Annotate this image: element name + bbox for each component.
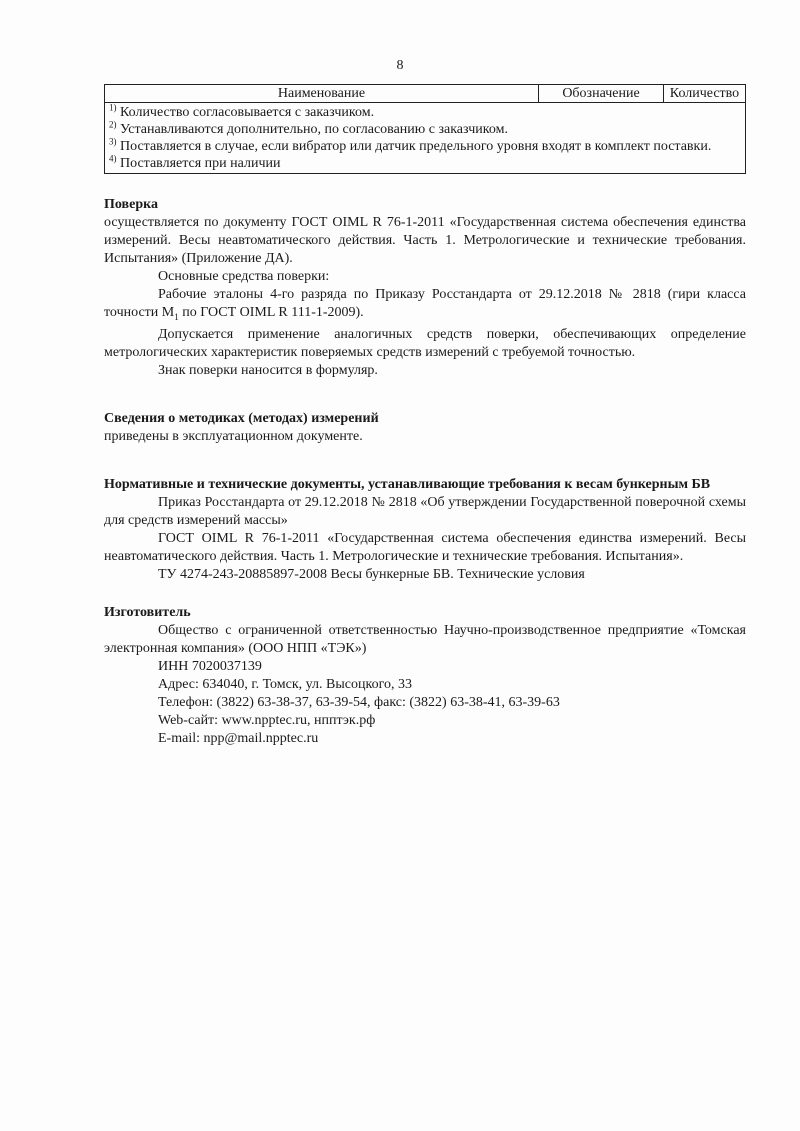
header-name: Наименование: [105, 85, 539, 103]
methods-section: [104, 410, 746, 446]
verification-means-title: Основные средства поверки:: [158, 269, 330, 284]
manufacturer-section: [104, 604, 746, 748]
manufacturer-email: E-mail: npp@mail.npptec.ru: [158, 730, 319, 746]
verification-section: [104, 196, 746, 380]
normative-item: Приказ Росстандарта от 29.12.2018 № 2818 «Об утверждении Государственной поверочной схемы для средств измерений массы»: [104, 494, 746, 528]
manufacturer-address: Адрес: 634040, г. Томск, ул. Высоцкого, 33: [158, 676, 412, 692]
page-number: 8: [396, 58, 404, 73]
footnote: $^{4)}$ Поставляется при наличии: [109, 153, 281, 171]
verification-intro: осуществляется по документу ГОСТ OIML R 76-1-2011 «Государственная система обеспечения единства измерений. Весы неавтоматического действия. Часть 1. Метрологические и технические требования. Испытания» (Приложение ДА).: [104, 215, 746, 266]
footnote: $^{2)}$ Устанавливаются дополнительно, по согласованию с заказчиком.: [109, 119, 508, 137]
verification-means: Рабочие эталоны 4-го разряда по Приказу Росстандарта от 29.12.2018 № 2818 (гири класса точности $M_1$ по ГОСТ OIML R 111-1-2009).: [104, 287, 746, 322]
methods-text: приведены в эксплуатационном документе.: [104, 428, 363, 444]
page-content: [104, 84, 746, 748]
footnote: $^{1)}$ Количество согласовывается с заказчиком.: [109, 102, 375, 120]
table-notes: [105, 103, 746, 174]
manufacturer-name: Общество с ограниченной ответственностью Научно-производственное предприятие «Томская электронная компания» (ООО НПП «ТЭК»): [104, 622, 746, 656]
verification-allowed: Допускается применение аналогичных средств поверки, обеспечивающих определение метрологических характеристик поверяемых средств измерений с требуемой точностью.: [104, 326, 746, 360]
normative-section: [104, 476, 746, 584]
header-quantity: Количество: [664, 85, 746, 103]
section-heading: Сведения о методиках (методах) измерений: [104, 410, 379, 426]
header-designation: Обозначение: [539, 85, 664, 103]
section-heading: Нормативные и технические документы, устанавливающие требования к весам бункерным БВ: [104, 476, 711, 492]
manufacturer-phone: Телефон: (3822) 63-38-37, 63-39-54, факс: (3822) 63-38-41, 63-39-63: [158, 694, 560, 710]
manufacturer-inn: ИНН 7020037139: [158, 658, 262, 674]
normative-item: ГОСТ OIML R 76-1-2011 «Государственная система обеспечения единства измерений. Весы неавтоматического действия. Часть 1. Метрологические и технические требования. Испытания».: [104, 530, 746, 564]
footnote: $^{3)}$ Поставляется в случае, если вибратор или датчик предельного уровня входят в комплект поставки.: [109, 136, 712, 154]
section-heading: Поверка: [104, 197, 158, 212]
section-heading: Изготовитель: [104, 604, 191, 620]
equipment-table: [104, 84, 746, 174]
verification-mark: Знак поверки наносится в формуляр.: [158, 362, 378, 378]
manufacturer-web: Web-сайт: www.npptec.ru, нпптэк.рф: [158, 712, 376, 728]
normative-item: ТУ 4274-243-20885897-2008 Весы бункерные БВ. Технические условия: [158, 566, 585, 582]
